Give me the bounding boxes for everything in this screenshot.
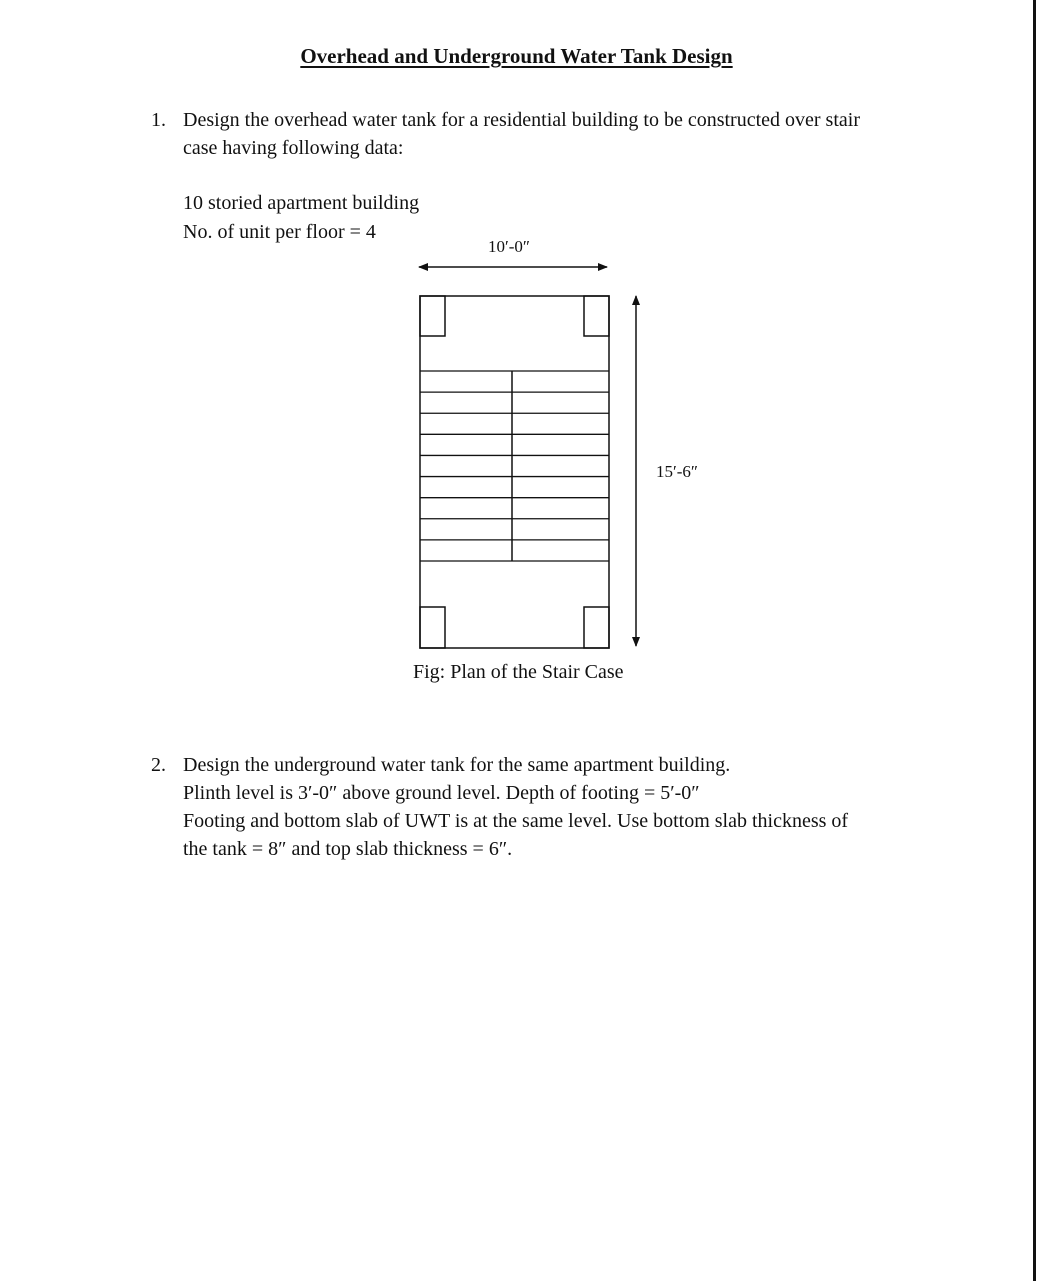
question-1-line-1: Design the overhead water tank for a residential building to be constructed over stair bbox=[183, 109, 860, 131]
question-2-number: 2. bbox=[151, 754, 166, 776]
question-2-line-1: Design the underground water tank for the same apartment building. bbox=[183, 754, 731, 776]
column-top-right bbox=[584, 296, 609, 336]
length-dimension-label: 15′-6″ bbox=[656, 462, 698, 481]
width-dimension-label: 10′-0″ bbox=[488, 237, 530, 256]
question-1-data-line-2: No. of unit per floor = 4 bbox=[183, 221, 376, 243]
question-2-line-2: Plinth level is 3′-0″ above ground level. Depth of footing = 5′-0″ bbox=[183, 782, 700, 804]
question-2-line-4: the tank = 8″ and top slab thickness = 6″. bbox=[183, 838, 513, 860]
question-1-data-line-1: 10 storied apartment building bbox=[183, 192, 420, 214]
page-title: Overhead and Underground Water Tank Design bbox=[300, 44, 733, 68]
stair-outline bbox=[420, 296, 609, 648]
question-1-line-2: case having following data: bbox=[183, 137, 404, 159]
question-1-number: 1. bbox=[151, 109, 166, 131]
question-2-line-3: Footing and bottom slab of UWT is at the same level. Use bottom slab thickness of bbox=[183, 810, 849, 832]
figure-caption: Fig: Plan of the Stair Case bbox=[413, 661, 624, 683]
column-top-left bbox=[420, 296, 445, 336]
stair-treads bbox=[420, 371, 609, 561]
column-bottom-left bbox=[420, 607, 445, 648]
column-bottom-right bbox=[584, 607, 609, 648]
